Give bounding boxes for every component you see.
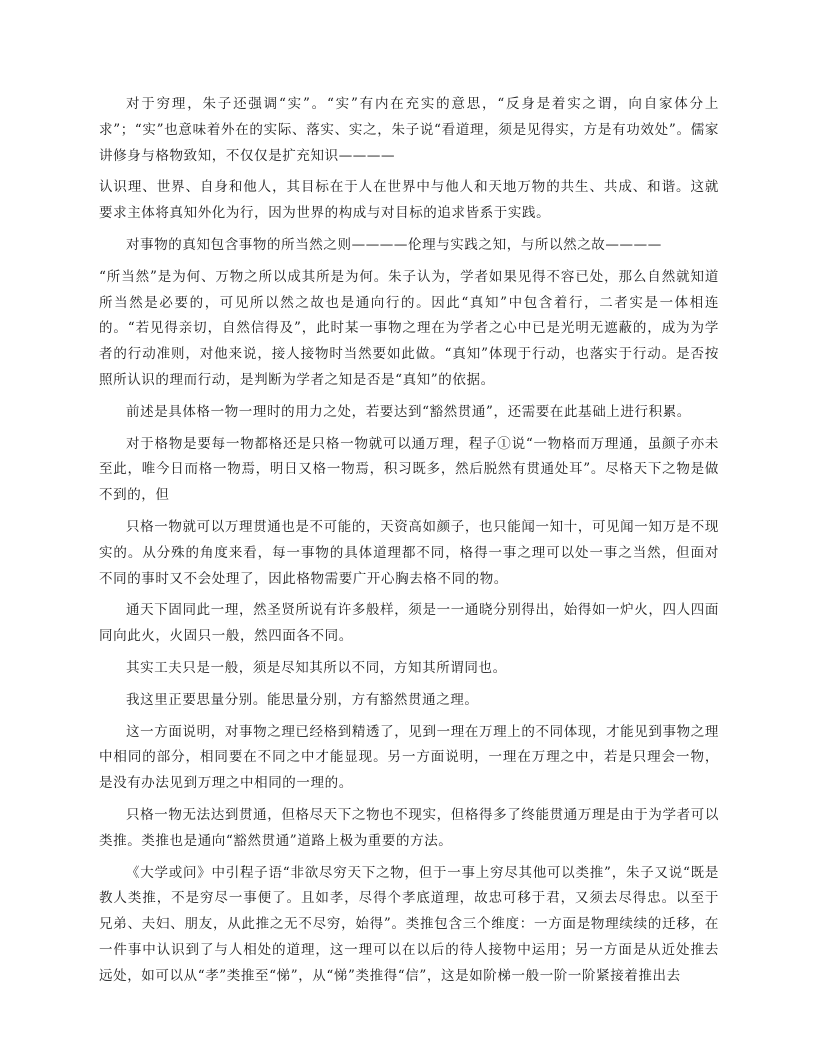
paragraph-7: 只格一物就可以万理贯通也是不可能的，天资高如颜子，也只能闻一知十，可见闻一知万是不现实的。从分殊的角度来看，每一事物的具体道理都不同，格得一事之理可以处一事之当然，但面对不同的事时又不会处理了，因此格物需要广开心胸去格不同的物。 bbox=[99, 518, 719, 587]
paragraph-11: 这一方面说明，对事物之理已经格到精透了，见到一理在万理上的不同体现，才能见到事物之理中相同的部分，相同要在不同之中才能显现。另一方面说明，一理在万理之中，若是只理会一物，是没有办法见到万理之中相同的一理的。 bbox=[99, 723, 719, 792]
paragraph-2: 认识理、世界、自身和他人，其目标在于人在世界中与他人和天地万物的共生、共成、和谐。这就要求主体将真知外化为行，因为世界的构成与对目标的追求皆系于实践。 bbox=[99, 179, 719, 222]
paragraph-10: 我这里正要思量分别。能思量分别，方有豁然贯通之理。 bbox=[126, 691, 479, 708]
paragraph-6: 对于格物是要每一物都格还是只格一物就可以通万理，程子①说“一物格而万理通，虽颜子亦未至此，唯今日而格一物焉，明日又格一物焉，积习既多，然后脱然有贯通处耳”。尽格天下之物是做不到的，但 bbox=[99, 435, 719, 504]
paragraph-5: 前述是具体格一物一理时的用力之处，若要达到“豁然贯通”，还需要在此基础上进行积累。 bbox=[126, 403, 691, 420]
document-body bbox=[99, 92, 719, 996]
paragraph-9: 其实工夫只是一般，须是尽知其所以不同，方知其所谓同也。 bbox=[126, 659, 507, 676]
paragraph-3: 对事物的真知包含事物的所当然之则————伦理与实践之知，与所以然之故———— bbox=[126, 236, 662, 253]
paragraph-12: 只格一物无法达到贯通，但格尽天下之物也不现实，但格得多了终能贯通万理是由于为学者可以类推。类推也是通向“豁然贯通”道路上极为重要的方法。 bbox=[99, 806, 719, 849]
paragraph-8: 通天下固同此一理，然圣贤所说有许多般样，须是一一通晓分别得出，始得如一炉火，四人四面同向此火，火固只一般，然四面各不同。 bbox=[99, 602, 719, 645]
paragraph-1: 对于穷理，朱子还强调“实”。“实”有内在充实的意思，“反身是着实之谓，向自家体分上求”；“实”也意味着外在的实际、落实、实之，朱子说“看道理，须是见得实，方是有功效处”。儒家讲修身与格物致知，不仅仅是扩充知识———— bbox=[99, 96, 719, 164]
paragraph-4: “所当然”是为何、万物之所以成其所是为何。朱子认为，学者如果见得不容已处，那么自然就知道所当然是必要的，可见所以然之故也是通向行的。因此“真知”中包含着行，二者实是一体相连的。“若见得亲切，自然信得及”，此时某一事物之理在为学者之心中已是光明无遮蔽的，成为为学者的行动准则，对他来说，接人接物时当然要如此做。“真知”体现于行动，也落实于行动。是否按照所认识的理而行动，是判断为学者之知是否是“真知”的依据。 bbox=[99, 268, 719, 388]
paragraph-13: 《大学或问》中引程子语“非欲尽穷天下之物，但于一事上穷尽其他可以类推”，朱子又说“既是教人类推，不是穷尽一事便了。且如孝，尽得个孝底道理，故忠可移于君，又须去尽得忠。以至于兄弟、夫妇、朋友，从此推之无不尽穷，始得”。类推包含三个维度：一方面是物理续续的迁移，在一件事中认识到了与人相处的道理，这一理可以在以后的待人接物中运用；另一方面是从近处推去远处，如可以从“孝”类推至“悌”，从“悌”类推得“信”，这是如阶梯一般一阶一阶紧接着推出去 bbox=[99, 864, 719, 984]
